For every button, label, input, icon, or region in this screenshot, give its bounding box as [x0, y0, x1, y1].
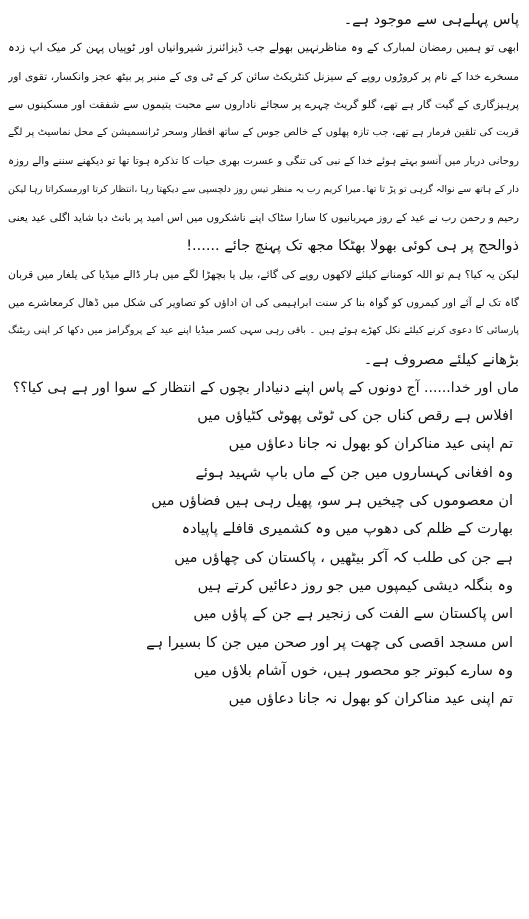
article-prose: [8, 6, 519, 402]
poem-verse: وہ سارے کبوتر جو محصور ہیں، خوں آشام بلاؤں میں: [193, 662, 513, 679]
prose-line: رحیم و رحمن رب نے عید کے روز مہربانیوں کا سارا سٹاک اپنے ناشکروں میں اس امید پر بانٹ دیا شاید اگلی عید یعنی: [8, 212, 519, 225]
poem-verse: اس پاکستان سے الفت کی زنجیر ہے جن کے پاؤں میں: [193, 606, 513, 623]
poem-verse: اس مسجد اقصی کی چھت پر اور صحن میں جن کا بسیرا ہے: [146, 634, 513, 651]
poem-verse: تم اپنی عید مناکران کو بھول نہ جانا دعاؤں میں: [228, 436, 513, 453]
prose-line: روحانی دربار میں آنسو بہتے ہوئے خدا کے نبی کی تنگی و عسرت بھری حیات کا تذکرہ ہوتا تھا تو دیکھنے سننے والے روزہ: [8, 155, 519, 168]
prose-line: گاہ تک لے آئے اور کیمروں کو گواہ بنا کر سنت ابراہیمی کی ان اداؤں کو تصاویر کی شکل میں ڈھال کرمعاشرے میں: [8, 296, 519, 309]
prose-line: دار کے ہاتھ سے نوالہ گرہی تو پڑ تا تھا۔میرا کریم رب یہ منظر تیس روز دلچسپی سے دیکھتا رہا ،انتظار کرتا اورمسکراتا رہا لیکن: [8, 183, 519, 195]
prose-line: ماں اور خدا...... آج دونوں کے پاس اپنے دنیادار بچوں کے انتظار کے سوا اور ہے ہی کیا؟؟: [12, 379, 519, 396]
poem-verse: تم اپنی عید مناکران کو بھول نہ جانا دعاؤں میں: [228, 691, 513, 708]
poem-verses: [8, 402, 519, 713]
prose-line: ابھی تو ہمیں رمضان لمبارک کے وہ مناظرنہیں بھولے جب ڈیزائنرز شیروانیاں اور ٹوپیاں پہن کر میک اپ زدہ: [8, 41, 519, 55]
prose-line: پاس پہلےہی سے موجود ہے۔: [343, 12, 519, 28]
poem-verse: ہے جن کی طلب کہ آکر بیٹھیں ، پاکستان کی چھاؤں میں: [174, 549, 513, 566]
poem-verse: ان معصوموں کی چیخیں ہر سو، پھیل رہی ہیں فضاؤں میں: [151, 493, 513, 510]
prose-line: لیکن یہ کیا؟ ہم تو اللہ کومنانے کیلئے لاکھوں روپے کی گائے، بیل یا بچھڑا لگے میں ہار ڈالے میڈیا کی یلغار میں قربان: [8, 267, 519, 281]
poem-verse: افلاس ہے رقص کناں جن کی ٹوٹی پھوٹی کٹیاؤں میں: [197, 408, 513, 425]
prose-line: بڑھانے کیلئے مصروف ہے۔: [363, 351, 519, 368]
poem-verse: بھارت کے ظلم کی دھوپ میں وہ کشمیری قافلے پاپیادہ: [181, 521, 513, 538]
poem-verse: وہ بنگلہ دیشی کیمپوں میں جو روز دعائیں کرتے ہیں: [197, 577, 513, 594]
prose-line: قربت کی تلقین فرمار ہے تھے، جب تازہ پھلوں کے خالص جوس کے ساتھ افطار وسحر ٹرانسمیشن کے محل نماسیٹ پر لگے: [8, 127, 519, 139]
prose-line: پرہیزگاری کے گیت گار ہے تھے، گلو گریٹ چہرے پر سجائے ناداروں سے محبت یتیموں سے شفقت اور مسکینوں سے: [8, 97, 519, 111]
poem-verse: وہ افغانی کہساروں میں جن کے ماں باپ شہید ہوئے: [195, 464, 513, 481]
prose-line: مسخرے خدا کے نام پر کروڑوں روپے کے سیزنل کنٹریکٹ سائن کر کے ٹی وی کے منبر پر بیٹھ عجز وانکسار، تقوی اور: [8, 69, 519, 83]
prose-line: ذوالحج پر ہی کوئی بھولا بھٹکا مجھ تک پہنچ جائے ......!: [186, 238, 519, 255]
prose-line: پارسائی کا دعوی کرنے کیلئے نکل کھڑے ہوئے ہیں ۔ باقی رہی سہی کسر میڈیا اپنے عید کے پروگرامز میں دکھا کر اپنی ریٹنگ: [8, 325, 519, 337]
